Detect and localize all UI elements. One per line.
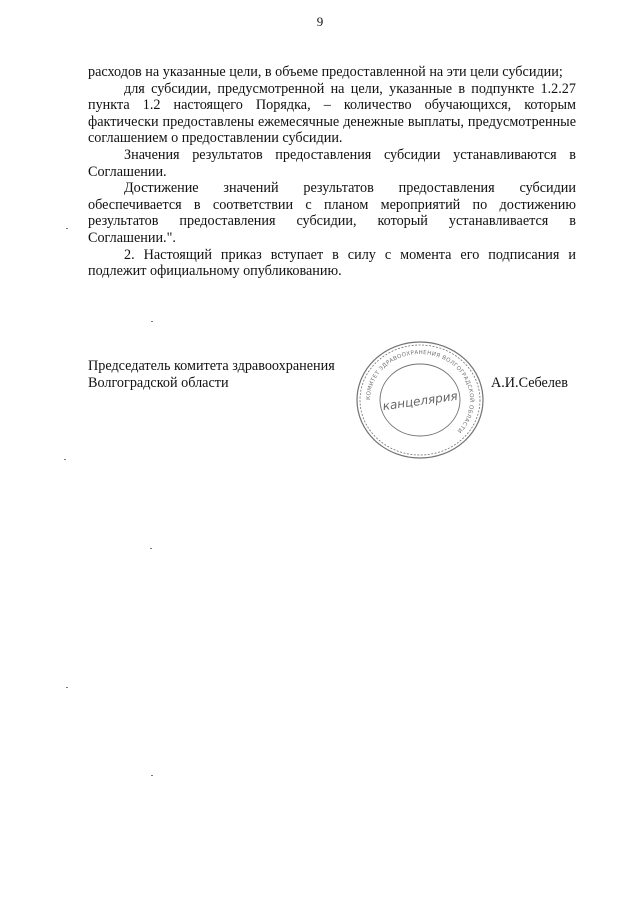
scan-speck (66, 687, 68, 688)
signature-position-line-1: Председатель комитета здравоохранения (88, 358, 335, 374)
paragraph-5: 2. Настоящий приказ вступает в силу с момента его подписания и подлежит официальному опубликованию. (88, 246, 576, 280)
office-stamp (352, 338, 488, 462)
scan-speck (64, 459, 66, 460)
scan-speck (150, 548, 152, 549)
paragraph-1: расходов на указанные цели, в объеме предоставленной на эти цели субсидии; (88, 64, 563, 80)
signature-position (88, 358, 335, 392)
page-number: 9 (316, 14, 324, 29)
stamp-ring-text: КОМИТЕТ ЗДРАВООХРАНЕНИЯ ВОЛГОГРАДСКОЙ ОБЛАСТИ (365, 349, 475, 434)
scan-speck (151, 321, 153, 322)
scan-speck (66, 228, 68, 229)
document-body (88, 64, 576, 280)
stamp-center-text: канцелярия (381, 388, 459, 414)
signature-position-line-2: Волгоградской области (88, 375, 229, 391)
paragraph-4: Достижение значений результатов предоставления субсидии обеспечивается в соответствии с планом мероприятий по достижению результатов предоставления субсидии, который устанавливается в Соглашении.". (88, 180, 576, 246)
signer-name: А.И.Себелев (491, 375, 568, 391)
paragraph-2: для субсидии, предусмотренной на цели, указанные в подпункте 1.2.27 пункта 1.2 настоящего Порядка, – количество обучающихся, которым фактически предоставлены ежемесячные денежные выплаты, предусмотренные соглашением о предоставлении субсидии. (88, 80, 576, 147)
scan-speck (151, 775, 153, 776)
paragraph-3: Значения результатов предоставления субсидии устанавливаются в Соглашении. (88, 146, 576, 180)
